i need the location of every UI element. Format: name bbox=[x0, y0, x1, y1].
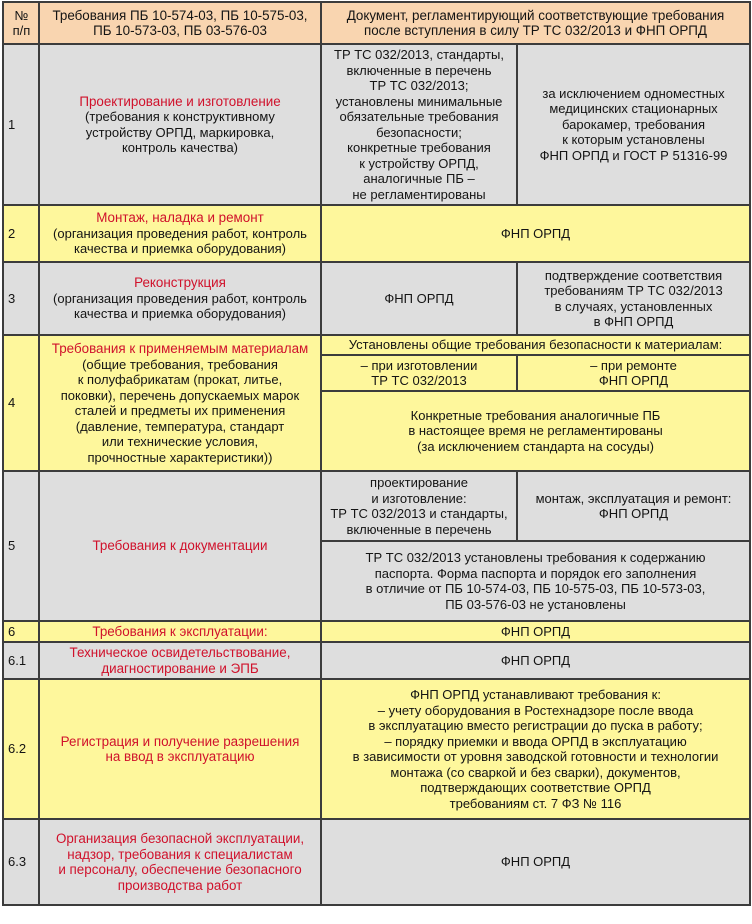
requirement-cell bbox=[39, 621, 321, 642]
document-cell-left: ТР ТС 032/2013, стандарты, включенные в перечень ТР ТС 032/2013; установлены минимальные обязательные требования безопасности; конкретные требования к устройству ОРПД, аналогичные ПБ – не регламентированы bbox=[321, 44, 517, 205]
row-number: 4 bbox=[3, 335, 39, 471]
requirement-cell bbox=[39, 471, 321, 621]
requirements-table bbox=[2, 1, 751, 906]
materials-right: – при ремонте ФНП ОРПД bbox=[517, 355, 750, 391]
document-cell-right: монтаж, эксплуатация и ремонт: ФНП ОРПД bbox=[517, 471, 750, 541]
requirement-title: Проектирование и изготовление bbox=[79, 93, 281, 109]
document-cell: ФНП ОРПД устанавливают требования к: – учету оборудования в Ростехнадзоре после ввода в эксплуатацию вместо регистрации до пуска в работу; – порядку приемки и ввода ОРПД в эксплуатацию в зависимости от уровня заводской готовности и технологии монтажа (со сваркой и без сварки), документов, подтверждающих соответствие ОРПД требованиям ст. 7 ФЗ № 116 bbox=[321, 679, 750, 819]
table-row-6 bbox=[3, 621, 750, 642]
requirement-cell bbox=[39, 819, 321, 905]
requirement-cell bbox=[39, 205, 321, 262]
materials-left: – при изготовлении ТР ТС 032/2013 bbox=[321, 355, 517, 391]
table-row-1 bbox=[3, 44, 750, 205]
requirement-title: Требования к документации bbox=[92, 538, 268, 554]
row-number: 6.1 bbox=[3, 642, 39, 679]
row-number: 6 bbox=[3, 621, 39, 642]
document-cell-left: ФНП ОРПД bbox=[321, 262, 517, 335]
table-row-2 bbox=[3, 205, 750, 262]
requirement-cell bbox=[39, 44, 321, 205]
table-row-4 bbox=[3, 335, 750, 355]
document-cell-left: проектирование и изготовление: ТР ТС 032/2013 и стандарты, включенные в перечень bbox=[321, 471, 517, 541]
document-cell: ФНП ОРПД bbox=[321, 205, 750, 262]
requirement-title: Организация безопасной эксплуатации, надзор, требования к специалистам и персоналу, обеспечение безопасного производства работ bbox=[55, 831, 305, 893]
materials-general: Установлены общие требования безопасности к материалам: bbox=[321, 335, 750, 355]
row-number: 5 bbox=[3, 471, 39, 621]
requirement-title: Требования к применяемым материалам bbox=[51, 341, 309, 356]
requirement-cell bbox=[39, 335, 321, 471]
materials-specific: Конкретные требования аналогичные ПБ в настоящее время не регламентированы (за исключением стандарта на сосуды) bbox=[321, 391, 750, 471]
table-row-6-1 bbox=[3, 642, 750, 679]
requirement-cell bbox=[39, 679, 321, 819]
header-col1: Требования ПБ 10-574-03, ПБ 10-575-03, ПБ 10-573-03, ПБ 03-576-03 bbox=[39, 2, 321, 44]
row-number: 1 bbox=[3, 44, 39, 205]
table-row-6-3 bbox=[3, 819, 750, 905]
row-number: 3 bbox=[3, 262, 39, 335]
requirement-title: Реконструкция bbox=[134, 275, 226, 291]
requirement-title: Монтаж, наладка и ремонт bbox=[96, 210, 264, 226]
row-number: 6.2 bbox=[3, 679, 39, 819]
requirement-cell bbox=[39, 642, 321, 679]
row-number: 6.3 bbox=[3, 819, 39, 905]
document-cell: ФНП ОРПД bbox=[321, 642, 750, 679]
table-row-6-2 bbox=[3, 679, 750, 819]
header-num: № п/п bbox=[3, 2, 39, 44]
document-cell-right: за исключением одноместных медицинских стационарных барокамер, требования к которым установлены ФНП ОРПД и ГОСТ Р 51316-99 bbox=[517, 44, 750, 205]
document-cell: ФНП ОРПД bbox=[321, 819, 750, 905]
header-row bbox=[3, 2, 750, 44]
requirement-title: Регистрация и получение разрешения на ввод в эксплуатацию bbox=[60, 733, 300, 764]
requirement-desc: (требования к конструктивному устройству ОРПД, маркировка, контроль качества) bbox=[85, 109, 275, 155]
requirement-cell bbox=[39, 262, 321, 335]
requirement-desc: (общие требования, требования к полуфабрикатам (прокат, литье, поковки), перечень допускаемых марок сталей и предметы их применения (давление, температура, стандарт или технические условия, прочностные характеристики)) bbox=[60, 356, 300, 465]
document-cell-right: подтверждение соответствия требованиям ТР ТС 032/2013 в случаях, установленных в ФНП ОРПД bbox=[517, 262, 750, 335]
header-col2: Документ, регламентирующий соответствующие требования после вступления в силу ТР ТС 032/2013 и ФНП ОРПД bbox=[321, 2, 750, 44]
row-number: 2 bbox=[3, 205, 39, 262]
requirement-title: Техническое освидетельствование, диагностирование и ЭПБ bbox=[69, 645, 291, 676]
passport-text: ТР ТС 032/2013 установлены требования к содержанию паспорта. Форма паспорта и порядок его заполнения в отличие от ПБ 10-574-03, ПБ 10-575-03, ПБ 10-573-03, ПБ 03-576-03 не установлены bbox=[321, 541, 750, 621]
table-row-3 bbox=[3, 262, 750, 335]
document-cell: ФНП ОРПД bbox=[321, 621, 750, 642]
table-row-5 bbox=[3, 471, 750, 541]
requirement-title: Требования к эксплуатации: bbox=[92, 623, 268, 639]
requirement-desc: (организация проведения работ, контроль качества и приемка оборудования) bbox=[53, 290, 307, 322]
requirement-desc: (организация проведения работ, контроль качества и приемка оборудования) bbox=[53, 225, 307, 257]
